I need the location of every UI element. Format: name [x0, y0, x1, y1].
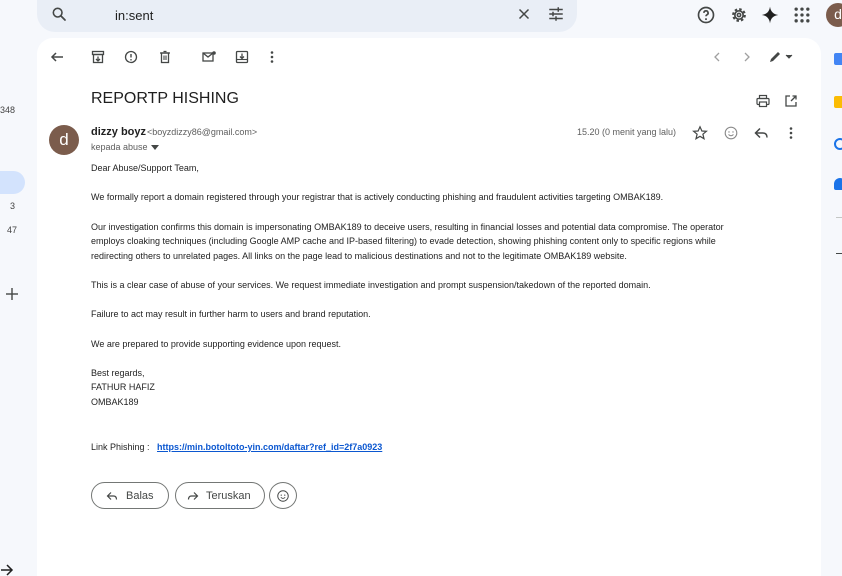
more-options-icon[interactable]	[783, 125, 799, 141]
reply-button-label: Balas	[126, 490, 154, 502]
signature-closing: Best regards,	[91, 368, 145, 378]
back-arrow-icon[interactable]	[49, 49, 65, 65]
delete-trash-icon[interactable]	[157, 49, 173, 65]
emoji-icon	[276, 489, 290, 503]
input-tools-pen-icon[interactable]	[767, 49, 795, 65]
forward-button[interactable]	[175, 482, 265, 509]
search-options-icon[interactable]	[547, 5, 565, 23]
older-chevron-right-icon[interactable]	[739, 49, 755, 65]
body-paragraph: employs cloaking techniques (including Google AMP cache and IP-based filtering) to evade detection, showing phishing content only to specific regions while	[91, 236, 716, 246]
get-addons-icon[interactable]	[836, 253, 842, 254]
search-bar[interactable]	[37, 0, 577, 32]
folder-count: 348	[0, 105, 16, 115]
forward-button-label: Teruskan	[206, 490, 251, 502]
add-label-icon[interactable]	[5, 287, 19, 301]
email-timestamp: 15.20 (0 menit yang lalu)	[577, 127, 677, 137]
open-in-new-window-icon[interactable]	[783, 93, 799, 109]
report-spam-icon[interactable]	[123, 49, 139, 65]
account-avatar[interactable]: d	[826, 3, 842, 27]
sender-avatar[interactable]: d	[49, 125, 79, 155]
body-paragraph: Failure to act may result in further harm to users and brand reputation.	[91, 309, 371, 319]
star-icon[interactable]	[692, 125, 708, 141]
close-icon[interactable]	[515, 5, 533, 23]
keep-icon[interactable]	[834, 96, 842, 108]
more-vertical-icon[interactable]	[264, 49, 280, 65]
search-input[interactable]: in:sent	[115, 8, 154, 23]
print-icon[interactable]	[755, 93, 771, 109]
signature-name: FATHUR HAFIZ	[91, 382, 155, 392]
sender-name[interactable]: dizzy boyz	[91, 126, 147, 138]
search-icon[interactable]	[51, 6, 67, 22]
body-greeting: Dear Abuse/Support Team,	[91, 163, 199, 173]
body-paragraph: We are prepared to provide supporting evidence upon request.	[91, 339, 341, 349]
apps-grid-icon[interactable]	[792, 5, 812, 25]
archive-icon[interactable]	[90, 49, 106, 65]
active-folder-highlight[interactable]	[0, 171, 25, 194]
settings-gear-icon[interactable]	[729, 5, 749, 25]
link-label: Link Phishing :	[91, 442, 150, 452]
forward-icon	[187, 490, 199, 502]
tasks-icon[interactable]	[834, 138, 842, 150]
phishing-link[interactable]: https://min.botoltoto-yin.com/daftar?ref_id=2f7a0923	[157, 442, 383, 452]
mark-unread-icon[interactable]	[201, 49, 217, 65]
gemini-sparkle-icon[interactable]	[760, 5, 780, 25]
calendar-icon[interactable]	[834, 53, 842, 65]
contacts-icon[interactable]	[834, 178, 842, 190]
move-to-icon[interactable]	[234, 49, 250, 65]
signature-org: OMBAK189	[91, 397, 139, 407]
reply-icon[interactable]	[753, 125, 769, 141]
reply-button[interactable]	[91, 482, 169, 509]
add-reaction-emoji-icon[interactable]	[723, 125, 739, 141]
recipient-details-dropdown-icon[interactable]	[151, 145, 159, 150]
recipient-label: kepada abuse	[91, 142, 148, 152]
email-subject: REPORTP HISHING	[91, 90, 239, 107]
help-icon[interactable]	[696, 5, 716, 25]
arrow-right-icon[interactable]	[0, 563, 14, 576]
folder-count: 47	[7, 225, 18, 235]
body-paragraph: This is a clear case of abuse of your services. We request immediate investigation and prompt suspension/takedown of the reported domain.	[91, 280, 651, 290]
sender-email: <boyzdizzy86@gmail.com>	[147, 127, 258, 137]
body-paragraph: We formally report a domain registered through your registrar that is actively conducting phishing and fraudulent activities targeting OMBAK189.	[91, 192, 664, 202]
folder-count: 3	[10, 201, 16, 211]
newer-chevron-left-icon[interactable]	[709, 49, 725, 65]
emoji-reaction-button[interactable]	[269, 482, 297, 509]
body-paragraph: redirecting others to unrelated pages. All links on the page lead to malicious destinations and not to the legitimate OMBAK189 website.	[91, 251, 627, 261]
body-paragraph: Our investigation confirms this domain is impersonating OMBAK189 to deceive users, resulting in financial losses and potential data compromise. The operator	[91, 222, 724, 232]
side-panel-divider	[836, 217, 842, 218]
reply-icon	[106, 490, 118, 502]
